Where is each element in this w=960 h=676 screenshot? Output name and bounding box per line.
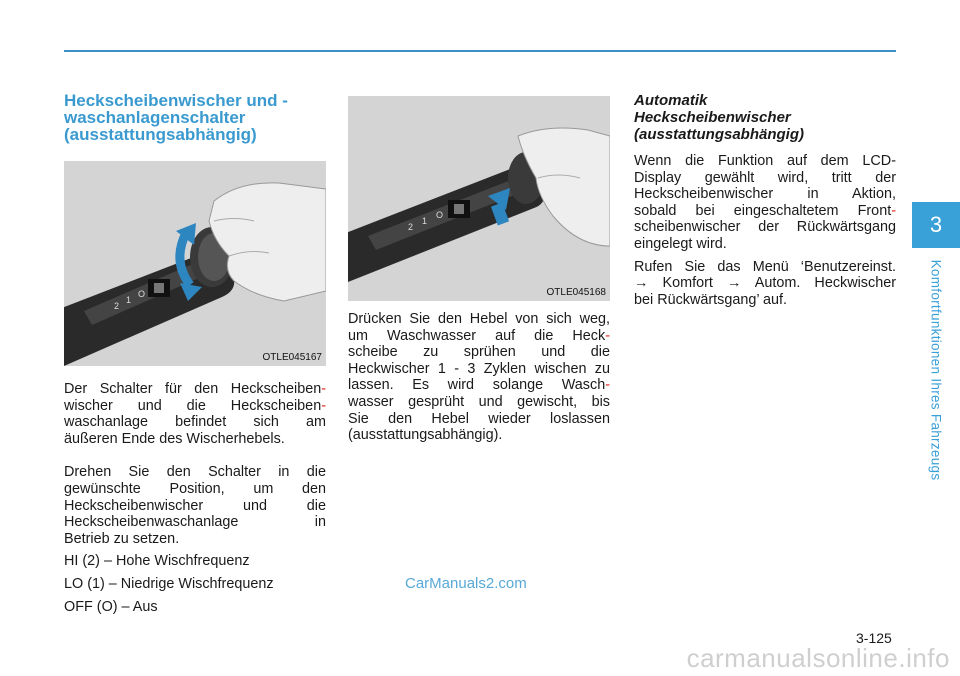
section-title-line-3: (ausstattungsabhängig): [64, 125, 257, 144]
wiper-lever-push-illustration: [348, 96, 610, 301]
line-text: scheibenwischer der Rückwärtsgang: [634, 219, 896, 236]
svg-text:2: 2: [408, 222, 414, 232]
line-text: waschanlage befindet sich am: [64, 414, 326, 431]
auto-wiper-paragraph: [634, 153, 896, 253]
chapter-title: Komfortfunktionen Ihres Fahrzeugs: [928, 259, 944, 481]
para-line: [348, 411, 610, 428]
para-line: [634, 203, 896, 220]
svg-text:1: 1: [126, 295, 132, 305]
para-line: [348, 328, 610, 345]
para-line: [348, 394, 610, 411]
subsection-title-line-1: Automatik: [634, 92, 708, 109]
para-line: Rufen Sie das Menü ‘Benutzereinst.: [634, 258, 896, 275]
para-line: [634, 170, 896, 187]
para-line: [348, 427, 610, 444]
column-middle: [348, 92, 610, 444]
line-text: äußeren Ende des Wischerhebels.: [64, 430, 285, 447]
subsection-title-line-3: (ausstattungsabhängig): [634, 126, 805, 143]
svg-text:O: O: [436, 210, 444, 220]
watermark-carmanuals: CarManuals2.com: [405, 575, 527, 592]
section-title-line-2: waschanlagenschalter: [64, 108, 246, 127]
para-line: [634, 186, 896, 203]
para-line: Heckscheibenwaschanlage in: [64, 514, 326, 531]
line-hyphen: -: [605, 377, 610, 394]
line-text: lassen. Es wird solange Wasch: [348, 377, 606, 394]
line-hyphen: -: [605, 327, 610, 344]
line-text: eingelegt wird.: [634, 235, 727, 252]
chapter-tab: 3: [912, 202, 960, 248]
para-line: [634, 219, 896, 236]
line-text: Wenn die Funktion auf dem LCD-: [634, 153, 896, 169]
page-number: 3-125: [856, 630, 892, 646]
para-line: Drehen Sie den Schalter in die: [64, 464, 326, 481]
para-line: [634, 153, 896, 170]
subsection-title-line-2: Heckscheibenwischer: [634, 109, 791, 126]
para-line: [348, 361, 610, 378]
line-text: wasser gesprüht und gewischt, bis: [348, 393, 610, 410]
figure-rear-wiper-switch: [64, 161, 326, 366]
para-line: gewünschte Position, um den: [64, 480, 326, 497]
line-text: Der Schalter für den Heckscheiben: [64, 381, 322, 397]
line-text: Heckwischer 1 - 3 Zyklen wischen zu: [348, 360, 610, 377]
line-text: Drücken Sie den Hebel von sich weg,: [348, 311, 610, 327]
header-rule: [64, 50, 896, 52]
figure-code: OTLE045167: [262, 352, 322, 363]
para-line: [348, 377, 610, 394]
svg-text:2: 2: [114, 301, 120, 311]
para-line: [634, 236, 896, 253]
para-line: [348, 311, 610, 328]
para-line: [64, 381, 326, 398]
column-left: [64, 92, 326, 615]
line-text: um Waschwasser auf die Heck: [348, 327, 606, 344]
mode-off: OFF (O) – Aus: [64, 598, 158, 615]
para-line: → Komfort → Autom. Heckwischer: [634, 275, 896, 292]
para-line: [64, 431, 326, 448]
line-text: Sie den Hebel wieder loslassen: [348, 410, 610, 427]
line-text: scheibe zu sprühen und die: [348, 344, 610, 361]
watermark-online: carmanualsonline.info: [686, 643, 950, 673]
mode-lo: LO (1) – Niedrige Wischfrequenz: [64, 575, 274, 592]
rotate-switch-paragraph: [64, 464, 326, 547]
mode-hi: HI (2) – Hohe Wischfrequenz: [64, 553, 250, 570]
svg-text:O: O: [138, 289, 146, 299]
line-text: Heckscheibenwischer in Aktion,: [634, 186, 896, 203]
line-text: wischer und die Heckscheiben: [64, 397, 322, 414]
section-title-line-1: Heckscheibenwischer und -: [64, 91, 288, 110]
wiper-lever-rotate-illustration: [64, 161, 326, 366]
figure-code: OTLE045168: [546, 287, 606, 298]
column-right: [634, 92, 896, 308]
para-line: [64, 398, 326, 415]
line-text: sobald bei eingeschaltetem Front: [634, 202, 892, 219]
line-text: (ausstattungsabhängig).: [348, 427, 503, 444]
line-text: Display gewählt wird, tritt der: [634, 169, 896, 186]
figure-rear-washer: [348, 96, 610, 301]
subsection-title: [634, 92, 896, 143]
line-hyphen: -: [891, 202, 896, 219]
para-line: [64, 414, 326, 431]
svg-text:1: 1: [422, 216, 428, 226]
para-line: Betrieb zu setzen.: [64, 530, 180, 547]
para-line: [348, 344, 610, 361]
line-hyphen: -: [321, 397, 326, 414]
rear-wiper-location-paragraph: [64, 381, 326, 447]
para-line: Heckscheibenwischer und die: [64, 497, 326, 514]
section-title: [64, 92, 326, 143]
washer-paragraph: [348, 311, 610, 444]
menu-path-paragraph: [634, 259, 896, 309]
line-hyphen: -: [321, 381, 326, 397]
para-line: bei Rückwärtsgang’ auf.: [634, 291, 788, 308]
